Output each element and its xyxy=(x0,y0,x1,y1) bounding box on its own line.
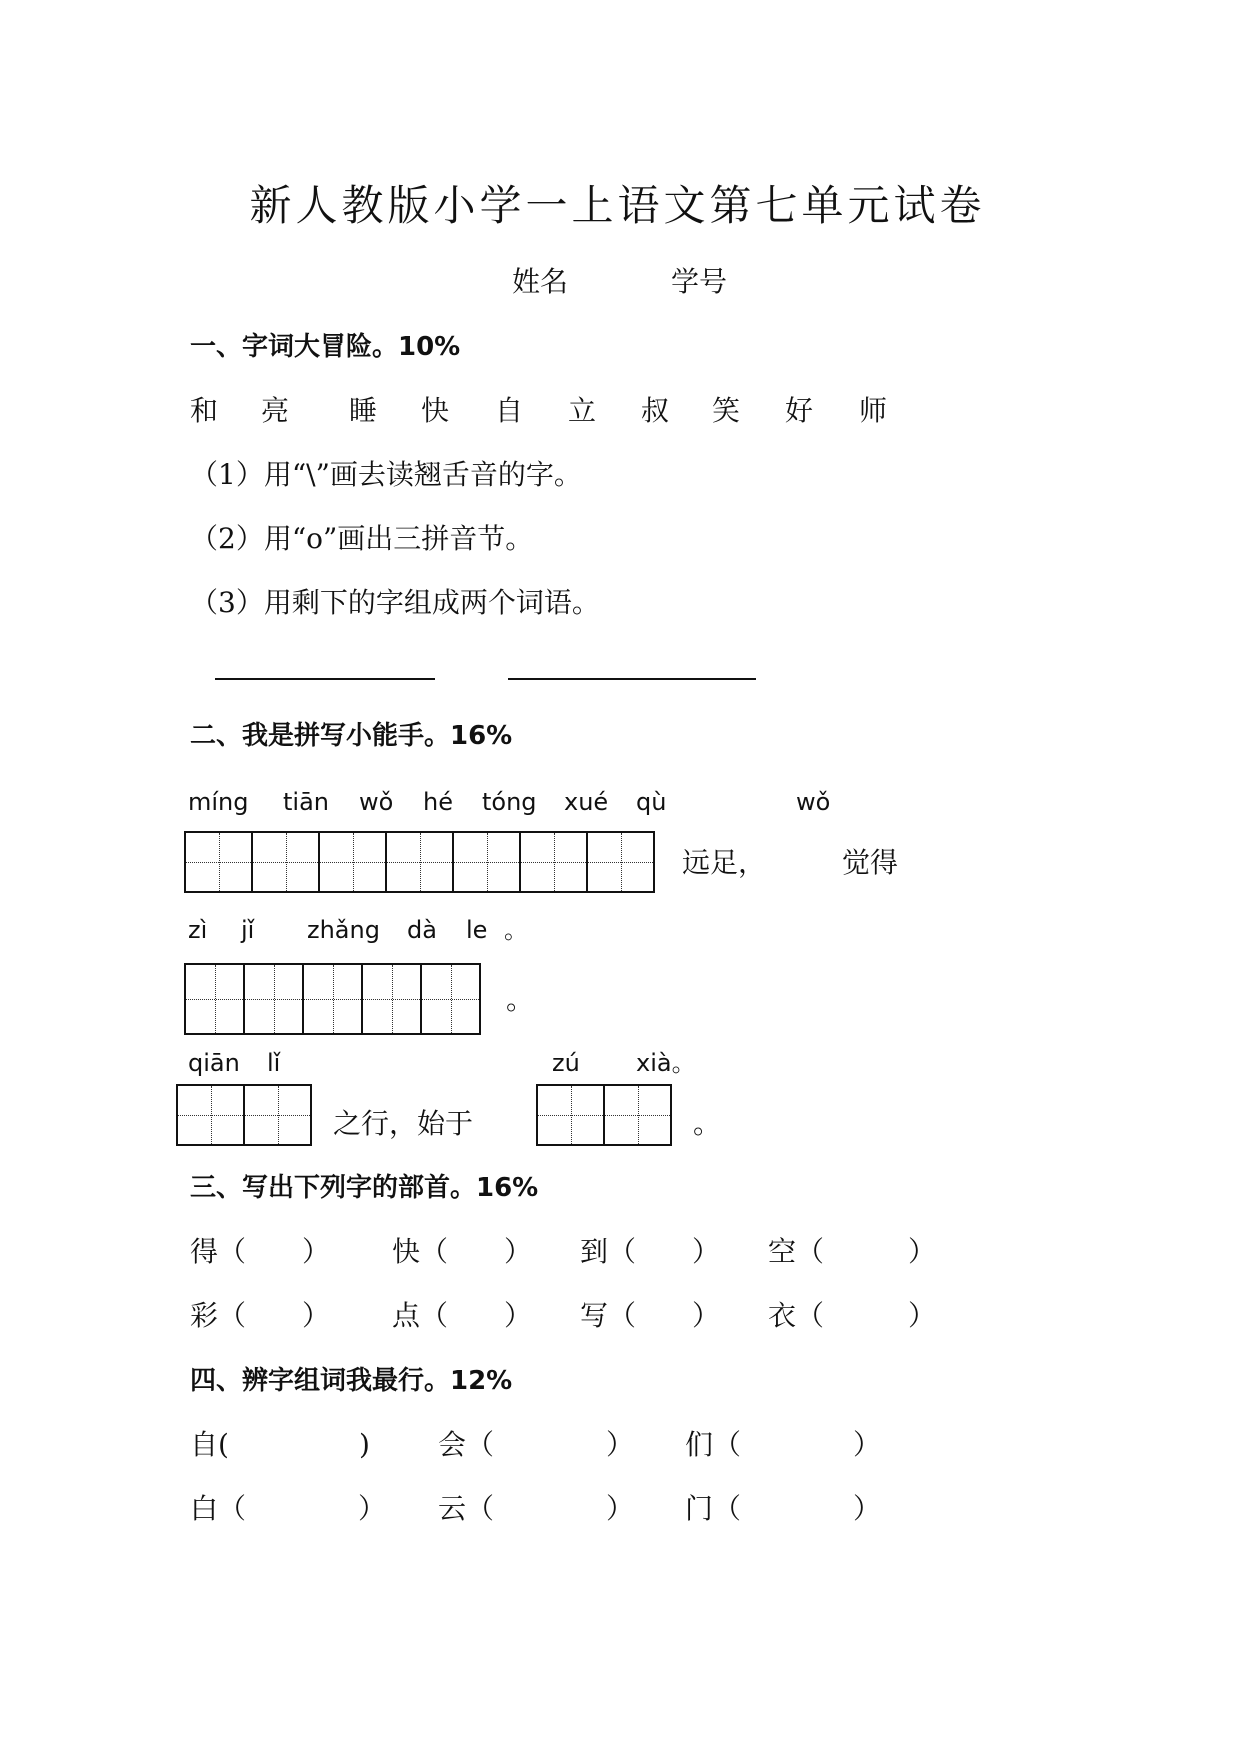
s1-char: 立 xyxy=(568,394,597,427)
word-item: 门（ ） xyxy=(685,1492,882,1525)
pinyin: míng xyxy=(188,788,249,816)
grid-cell[interactable] xyxy=(253,831,320,893)
radical-item: 彩（ ） xyxy=(190,1299,331,1332)
grid-cell[interactable] xyxy=(245,963,304,1035)
grid-cell[interactable] xyxy=(320,831,387,893)
word-item: 会（ ） xyxy=(438,1428,635,1461)
radical-item: 空（ ） xyxy=(768,1235,937,1268)
pinyin: tóng xyxy=(482,788,537,816)
word-item: 白（ ） xyxy=(190,1492,387,1525)
grid-cell[interactable] xyxy=(588,831,655,893)
name-label: 姓名 xyxy=(512,265,569,298)
s1-char: 自 xyxy=(495,394,524,427)
s1-char: 和 xyxy=(190,394,219,427)
radical-item: 衣（ ） xyxy=(768,1299,937,1332)
section-3-heading: 三、写出下列字的部首。16% xyxy=(190,1173,539,1203)
radical-item: 得（ ） xyxy=(190,1235,331,1268)
section-1-heading: 一、字词大冒险。10% xyxy=(190,332,461,362)
pinyin: zì xyxy=(188,916,208,944)
s1-question-1: （1）用“\”画去读翘舌音的字。 xyxy=(190,458,582,491)
pinyin: wǒ xyxy=(796,788,831,816)
pinyin: zú xyxy=(552,1049,580,1077)
pinyin: 。 xyxy=(504,916,528,944)
section-2-heading: 二、我是拼写小能手。16% xyxy=(190,721,513,751)
section-4-heading: 四、辨字组词我最行。12% xyxy=(190,1366,513,1396)
line2-end: 。 xyxy=(506,983,535,1016)
grid-cell[interactable] xyxy=(387,831,454,893)
pinyin: zhǎng xyxy=(307,916,380,944)
writing-grid[interactable] xyxy=(176,1084,312,1146)
page-title: 新人教版小学一上语文第七单元试卷 xyxy=(249,181,986,230)
pinyin: xué xyxy=(564,788,609,816)
pinyin: lǐ xyxy=(267,1049,281,1077)
line1-text-a: 远足， xyxy=(682,846,767,879)
grid-cell[interactable] xyxy=(245,1084,312,1146)
grid-cell[interactable] xyxy=(178,1084,245,1146)
pinyin: jǐ xyxy=(241,916,255,944)
line3-end: 。 xyxy=(693,1107,722,1140)
radical-item: 写（ ） xyxy=(580,1299,721,1332)
grid-cell[interactable] xyxy=(605,1084,672,1146)
radical-item: 快（ ） xyxy=(392,1235,533,1268)
s1-char: 快 xyxy=(421,394,450,427)
s1-char: 师 xyxy=(859,394,888,427)
s1-question-2: （2）用“o”画出三拼音节。 xyxy=(190,522,534,555)
writing-grid[interactable] xyxy=(184,963,481,1035)
pinyin: xià。 xyxy=(636,1049,696,1077)
word-item: 自( ) xyxy=(190,1428,370,1461)
word-item: 云（ ） xyxy=(438,1492,635,1525)
writing-grid[interactable] xyxy=(184,831,655,893)
pinyin: le xyxy=(466,916,488,944)
pinyin: dà xyxy=(407,916,437,944)
grid-cell[interactable] xyxy=(186,831,253,893)
pinyin: wǒ xyxy=(359,788,394,816)
s1-char: 亮 xyxy=(261,394,290,427)
pinyin: qù xyxy=(636,788,667,816)
grid-cell[interactable] xyxy=(422,963,481,1035)
grid-cell[interactable] xyxy=(304,963,363,1035)
line3-text: 之行，始于 xyxy=(333,1107,474,1140)
line1-text-b: 觉得 xyxy=(842,846,899,879)
writing-grid[interactable] xyxy=(536,1084,672,1146)
grid-cell[interactable] xyxy=(521,831,588,893)
s1-char: 笑 xyxy=(712,394,741,427)
pinyin: tiān xyxy=(283,788,329,816)
pinyin: qiān xyxy=(188,1049,240,1077)
grid-cell[interactable] xyxy=(538,1084,605,1146)
s1-char: 睡 xyxy=(349,394,378,427)
radical-item: 到（ ） xyxy=(580,1235,721,1268)
grid-cell[interactable] xyxy=(454,831,521,893)
s1-char: 叔 xyxy=(641,394,670,427)
answer-line[interactable] xyxy=(508,678,756,680)
grid-cell[interactable] xyxy=(363,963,422,1035)
pinyin: hé xyxy=(423,788,453,816)
radical-item: 点（ ） xyxy=(392,1299,533,1332)
word-item: 们（ ） xyxy=(685,1428,882,1461)
s1-question-3: （3）用剩下的字组成两个词语。 xyxy=(190,586,600,619)
grid-cell[interactable] xyxy=(186,963,245,1035)
student-number-label: 学号 xyxy=(671,265,728,298)
s1-char: 好 xyxy=(785,394,814,427)
answer-line[interactable] xyxy=(215,678,435,680)
